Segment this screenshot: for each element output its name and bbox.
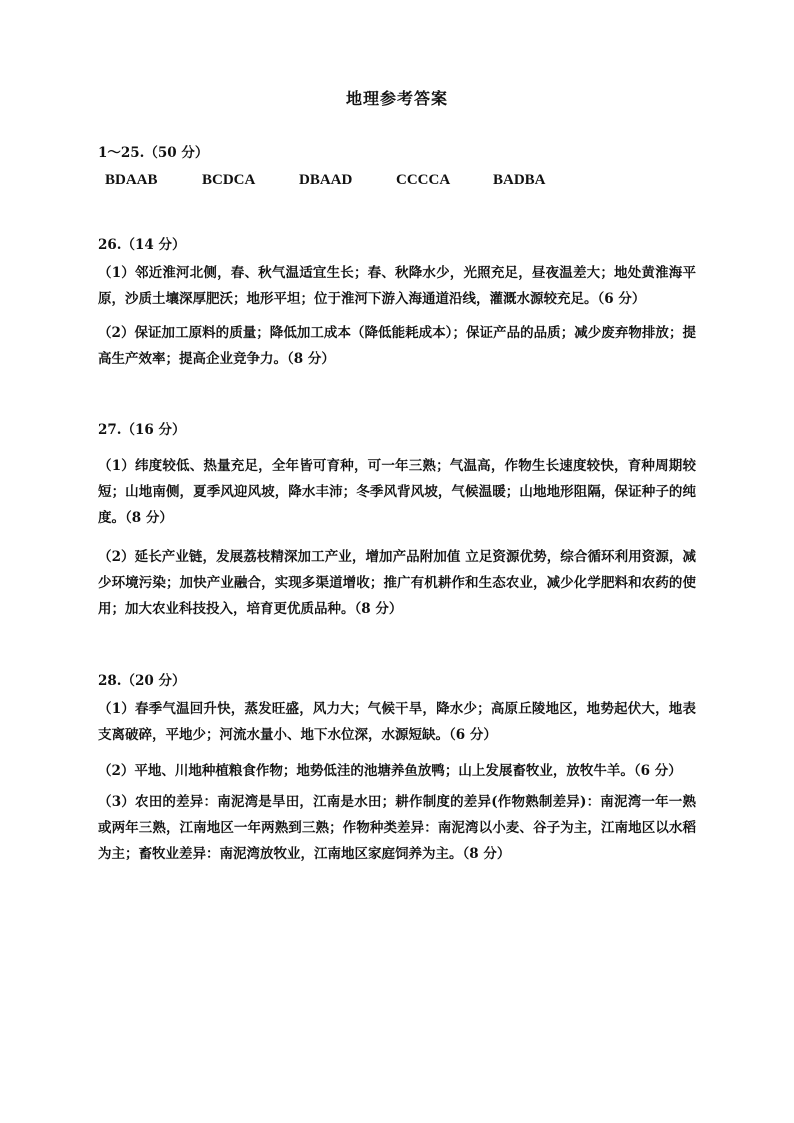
mc-answer-group: DBAAD: [299, 172, 353, 188]
q27-answer-2: （2）延长产业链，发展荔枝精深加工产业，增加产品附加值 立足资源优势，综合循环利用资源，减少环境污染；加快产业融合，实现多渠道增收；推广有机耕作和生态农业，减少化学肥料和农药的使用；加大农业科技投入，培育更优质品种。（8 分）: [98, 549, 696, 617]
q26-answer-1: （1）邻近淮河北侧，春、秋气温适宜生长；春、秋降水少，光照充足，昼夜温差大；地处黄淮海平原，沙质土壤深厚肥沃；地形平坦；位于淮河下游入海通道沿线，灌溉水源较充足。（6 分）: [98, 265, 696, 307]
mc-answer-group: BDAAB: [105, 172, 158, 188]
q28-heading: 28.（20 分）: [98, 673, 186, 689]
mc-answer-row: [105, 172, 590, 189]
mc-answer-group: CCCCA: [396, 172, 451, 188]
mc-heading: 1～25.（50 分）: [98, 145, 209, 161]
q28-answer-3: （3）农田的差异：南泥湾是旱田，江南是水田；耕作制度的差异(作物熟制差异)：南泥湾一年一熟或两年三熟，江南地区一年两熟到三熟；作物种类差异：南泥湾以小麦、谷子为主，江南地区以水稻为主；畜牧业差异：南泥湾放牧业，江南地区家庭饲养为主。（8 分）: [98, 794, 696, 862]
q26-answer-2: （2）保证加工原料的质量；降低加工成本（降低能耗成本）；保证产品的品质；减少废弃物排放；提高生产效率；提高企业竞争力。（8 分）: [98, 325, 696, 367]
mc-answer-group: BADBA: [493, 172, 546, 188]
q26-heading: 26.（14 分）: [98, 237, 186, 253]
q28-answer-2: （2）平地、川地种植粮食作物；地势低洼的池塘养鱼放鸭；山上发展畜牧业，放牧牛羊。（6 分）: [98, 763, 682, 779]
page-title: 地理参考答案: [345, 89, 448, 108]
q28-answer-1: （1）春季气温回升快，蒸发旺盛，风力大；气候干旱，降水少；高原丘陵地区，地势起伏大，地表支离破碎，平地少；河流水量小、地下水位深，水源短缺。（6 分）: [98, 701, 696, 743]
mc-answer-group: BCDCA: [202, 172, 256, 188]
q27-answer-1: （1）纬度较低、热量充足，全年皆可育种，可一年三熟；气温高，作物生长速度较快，育种周期较短；山地南侧，夏季风迎风坡，降水丰沛；冬季风背风坡，气候温暖；山地地形阻隔，保证种子的纯度。（8 分）: [98, 458, 696, 526]
q27-heading: 27.（16 分）: [98, 422, 186, 438]
